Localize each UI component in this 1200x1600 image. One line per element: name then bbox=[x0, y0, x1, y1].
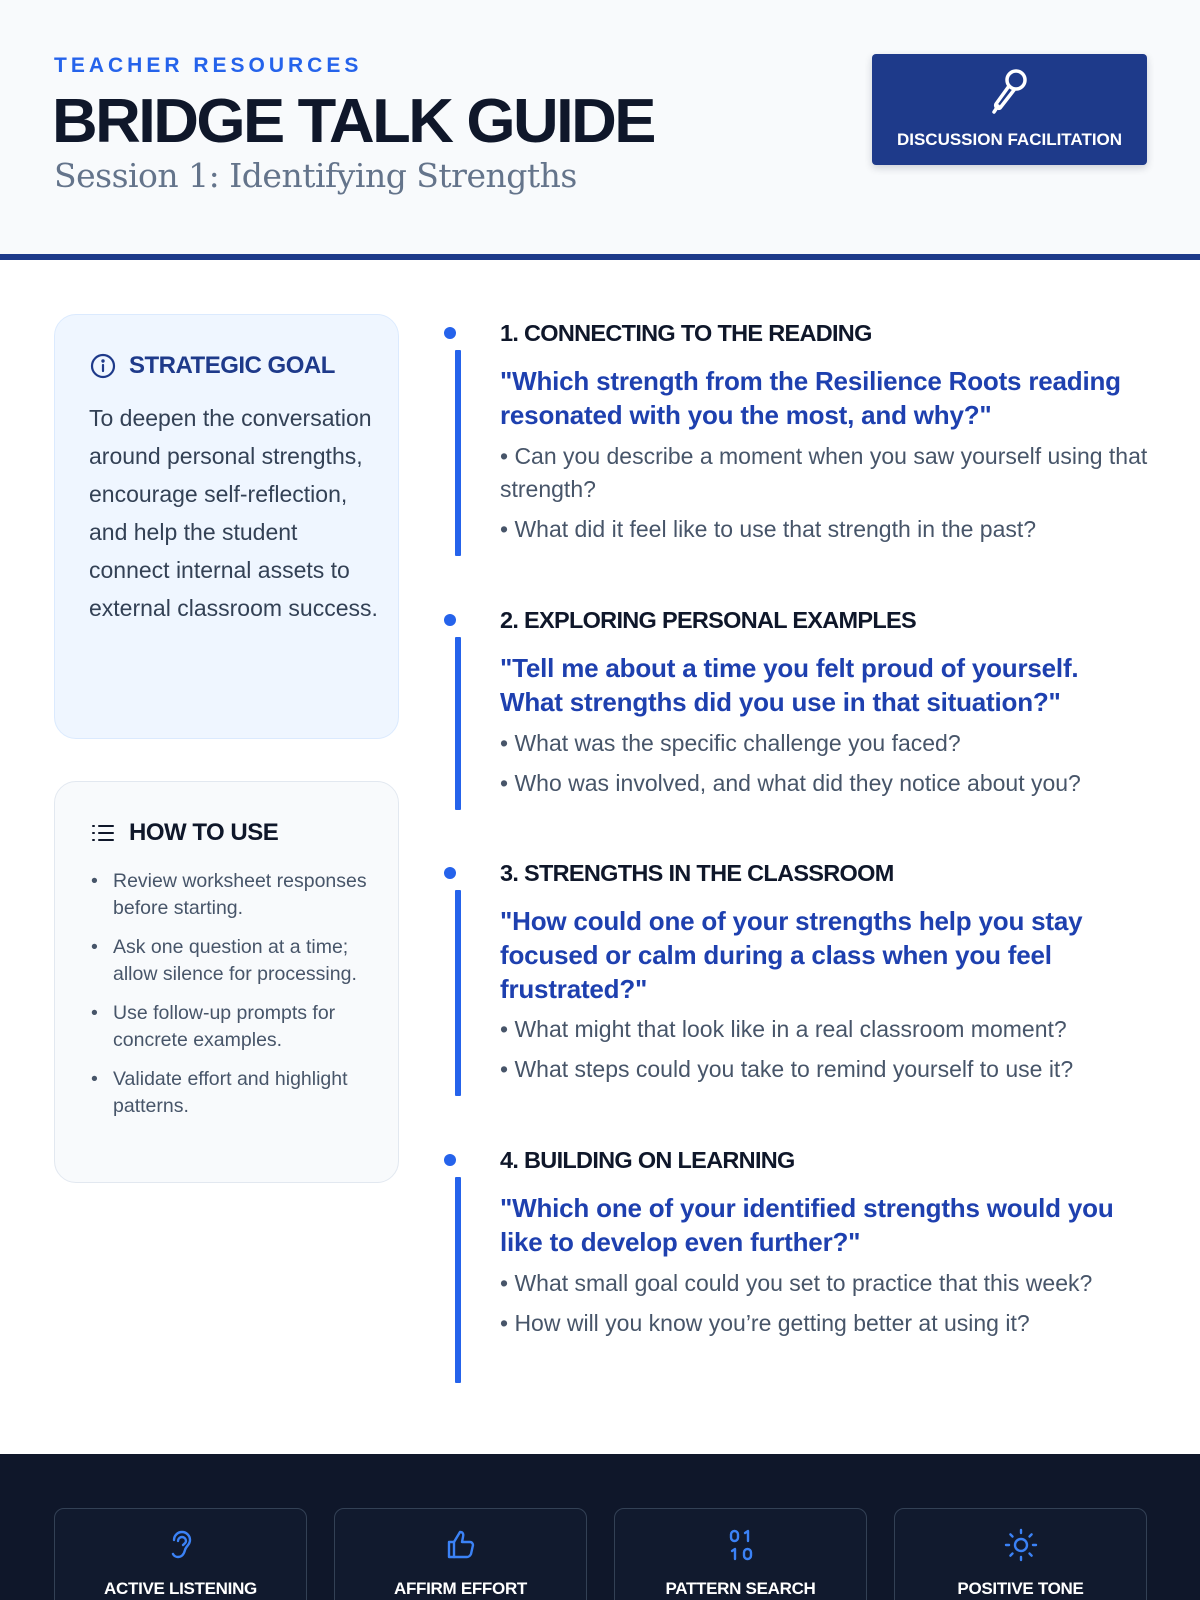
skills-footer bbox=[0, 1454, 1200, 1600]
follow-up-prompts bbox=[500, 1267, 1150, 1347]
strategic-goal-label: STRATEGIC GOAL bbox=[129, 352, 335, 379]
prompt-item: • What did it feel like to use that strength in the past? bbox=[500, 516, 1037, 542]
skill-label: ACTIVE LISTENING bbox=[104, 1579, 257, 1598]
section-question: "Tell me about a time you felt proud of yourself. What strengths did you use in that situation?" bbox=[500, 653, 1079, 717]
follow-up-prompts bbox=[500, 1013, 1150, 1093]
strategic-goal-text: To deepen the conversation around personal strengths, encourage self-reflection, and help the student connect internal assets to external classroom success. bbox=[89, 405, 378, 621]
page-header bbox=[0, 0, 1200, 260]
prompt-item: • What steps could you take to remind yourself to use it? bbox=[500, 1056, 1074, 1082]
skill-label: POSITIVE TONE bbox=[957, 1579, 1084, 1598]
strategic-goal-heading bbox=[89, 351, 335, 381]
timeline-dot bbox=[444, 867, 456, 879]
follow-up-prompts bbox=[500, 440, 1150, 553]
timeline-rail bbox=[455, 637, 461, 810]
section-building-on-learning bbox=[440, 1147, 1160, 1379]
list-item: • Ask one question at a time; allow silence for processing. bbox=[89, 934, 379, 987]
skill-card-affirm-effort bbox=[334, 1508, 587, 1600]
timeline-rail bbox=[455, 1177, 461, 1383]
section-question: "Which strength from the Resilience Roots reading resonated with you the most, and why?" bbox=[500, 366, 1121, 430]
section-question: "Which one of your identified strengths would you like to develop even further?" bbox=[500, 1193, 1114, 1257]
how-to-use-label: HOW TO USE bbox=[129, 819, 279, 846]
skill-card-pattern-search bbox=[614, 1508, 867, 1600]
badge-label: DISCUSSION FACILITATION bbox=[896, 130, 1123, 149]
timeline-dot bbox=[444, 614, 456, 626]
eyebrow-label: TEACHER RESOURCES bbox=[54, 54, 363, 77]
section-title: 2. EXPLORING PERSONAL EXAMPLES bbox=[500, 607, 917, 633]
prompt-item: • How will you know you’re getting better at using it? bbox=[500, 1310, 1030, 1336]
skill-label: AFFIRM EFFORT bbox=[393, 1579, 528, 1598]
section-strengths-in-classroom bbox=[440, 860, 1160, 1090]
page-title: BRIDGE TALK GUIDE bbox=[52, 87, 654, 156]
binary-icon bbox=[723, 1527, 759, 1563]
list-item: • Review worksheet responses before starting. bbox=[89, 868, 379, 921]
list-item: • Use follow-up prompts for concrete examples. bbox=[89, 1000, 379, 1053]
prompt-item: • Who was involved, and what did they notice about you? bbox=[500, 770, 1081, 796]
how-to-use-card bbox=[54, 781, 399, 1183]
timeline-rail bbox=[455, 350, 461, 556]
section-connecting-to-reading bbox=[440, 320, 1160, 552]
list-item: • Validate effort and highlight patterns. bbox=[89, 1066, 379, 1119]
section-title: 4. BUILDING ON LEARNING bbox=[500, 1147, 795, 1173]
section-question: "How could one of your strengths help you stay focused or calm during a class when you feel frustrated?" bbox=[500, 906, 1083, 1004]
prompt-item: • What was the specific challenge you faced? bbox=[500, 730, 961, 756]
info-icon bbox=[89, 352, 117, 380]
list-icon bbox=[89, 819, 117, 847]
ear-icon bbox=[163, 1527, 199, 1563]
timeline-dot bbox=[444, 1154, 456, 1166]
section-personal-examples bbox=[440, 607, 1160, 807]
section-title: 1. CONNECTING TO THE READING bbox=[500, 320, 872, 346]
microphone-icon bbox=[988, 66, 1032, 120]
prompt-item: • Can you describe a moment when you saw yourself using that strength? bbox=[500, 443, 1148, 502]
timeline-dot bbox=[444, 327, 456, 339]
skill-label: PATTERN SEARCH bbox=[665, 1579, 816, 1598]
skill-card-positive-tone bbox=[894, 1508, 1147, 1600]
section-title: 3. STRENGTHS IN THE CLASSROOM bbox=[500, 860, 894, 886]
prompt-item: • What might that look like in a real classroom moment? bbox=[500, 1016, 1067, 1042]
prompt-item: • What small goal could you set to practice that this week? bbox=[500, 1270, 1093, 1296]
sun-icon bbox=[1003, 1527, 1039, 1563]
page-subtitle: Session 1: Identifying Strengths bbox=[54, 156, 577, 195]
skill-card-active-listening bbox=[54, 1508, 307, 1600]
how-to-use-heading bbox=[89, 818, 278, 848]
discussion-badge bbox=[872, 54, 1147, 165]
follow-up-prompts bbox=[500, 727, 1150, 807]
how-to-use-list bbox=[89, 868, 379, 1132]
thumbs-up-icon bbox=[443, 1527, 479, 1563]
strategic-goal-card bbox=[54, 314, 399, 739]
timeline-rail bbox=[455, 890, 461, 1096]
